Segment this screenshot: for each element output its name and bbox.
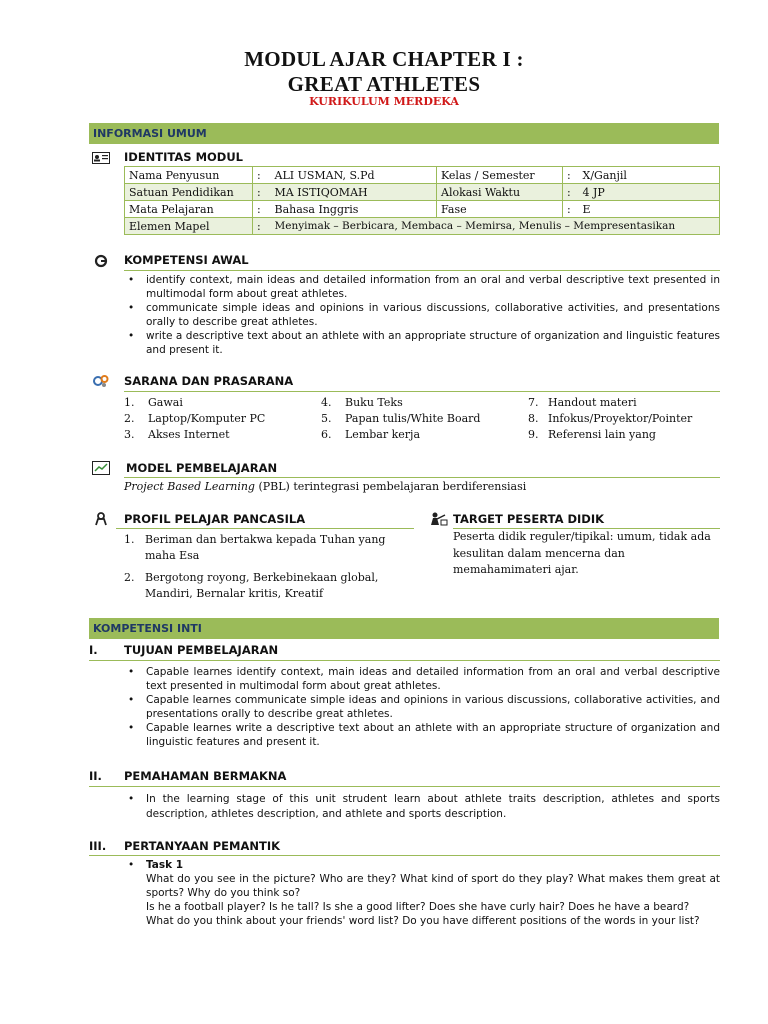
list-item: • Capable learnes communicate simple ideas and opinions in various discussions, collaborative activities, and presentations orally to describe great athletes. bbox=[124, 693, 720, 721]
tujuan-number: I. bbox=[89, 643, 98, 657]
cell-value: X/Ganjil bbox=[579, 167, 720, 184]
cell-value: Bahasa Inggris bbox=[271, 201, 437, 218]
divider bbox=[124, 477, 720, 478]
list-item: 2. Laptop/Komputer PC bbox=[124, 412, 266, 425]
question-line: Is he a football player? Is he tall? Is she a good lifter? Does she have curly hair? Does he have a beard? bbox=[146, 901, 690, 913]
pemahaman-heading: PEMAHAMAN BERMAKNA bbox=[124, 769, 287, 783]
list-item bbox=[124, 858, 720, 928]
title-line-1: MODUL AJAR CHAPTER I : bbox=[244, 47, 524, 71]
model-heading: MODEL PEMBELAJARAN bbox=[126, 461, 278, 475]
sarana-col-1 bbox=[124, 395, 314, 443]
pertanyaan-list bbox=[124, 858, 720, 928]
list-item: • identify context, main ideas and detailed information from an oral and verbal descriptive text presented in multimodal form about great athletes. bbox=[124, 273, 720, 301]
table-row bbox=[125, 201, 720, 218]
cell-sep: : bbox=[563, 167, 579, 184]
kompetensi-awal-list bbox=[124, 273, 720, 357]
kompetensi-inti-bar: KOMPETENSI INTI bbox=[89, 618, 719, 639]
cell-sep: : bbox=[253, 184, 271, 201]
profil-heading: PROFIL PELAJAR PANCASILA bbox=[124, 512, 306, 526]
kompetensi-awal-heading: KOMPETENSI AWAL bbox=[124, 253, 249, 267]
title-line-2: GREAT ATHLETES bbox=[287, 72, 481, 96]
pertanyaan-heading: PERTANYAAN PEMANTIK bbox=[124, 839, 281, 853]
table-row bbox=[125, 184, 720, 201]
task-label: • Task 1 bbox=[146, 859, 184, 871]
list-item: 4. Buku Teks bbox=[321, 396, 403, 409]
sarana-col-3 bbox=[528, 395, 720, 443]
cell-value: ALI USMAN, S.Pd bbox=[271, 167, 437, 184]
list-item: • In the learning stage of this unit strudent learn about athlete traits description, athletes and sports description, athletes description, and athlete and sports description. bbox=[124, 792, 720, 822]
cell-key: Alokasi Waktu bbox=[437, 184, 563, 201]
tujuan-heading: TUJUAN PEMBELAJARAN bbox=[124, 643, 279, 657]
divider bbox=[89, 660, 720, 661]
model-text: Project Based Learning (PBL) terintegrasi pembelajaran berdiferensiasi bbox=[124, 480, 527, 493]
cell-sep: : bbox=[563, 184, 579, 201]
pertanyaan-number: III. bbox=[89, 839, 107, 853]
question-line: What do you see in the picture? Who are they? What kind of sport do they play? What makes them great at sports? Why do you think so? bbox=[146, 873, 720, 899]
person-icon bbox=[92, 512, 110, 526]
profil-list bbox=[124, 532, 408, 602]
target-text: Peserta didik reguler/tipikal: umum, tidak ada kesulitan dalam mencerna dan memahamimateri ajar. bbox=[453, 530, 711, 576]
informasi-umum-bar: INFORMASI UMUM bbox=[89, 123, 719, 144]
list-item: 6. Lembar kerja bbox=[321, 428, 421, 441]
table-row bbox=[125, 167, 720, 184]
sarana-col-2 bbox=[321, 395, 521, 443]
cell-value: E bbox=[579, 201, 720, 218]
cell-value: 4 JP bbox=[579, 184, 720, 201]
question-line: What do you think about your friends' word list? Do you have different positions of the words in your list? bbox=[146, 915, 700, 927]
identitas-table bbox=[124, 166, 720, 235]
cell-key: Fase bbox=[437, 201, 563, 218]
list-item: 8. Infokus/Proyektor/Pointer bbox=[528, 412, 693, 425]
cell-sep: : bbox=[253, 218, 271, 235]
cell-sep: : bbox=[563, 201, 579, 218]
tujuan-list bbox=[124, 665, 720, 749]
list-item: • write a descriptive text about an athlete with an appropriate structure of organization and linguistic features and present it. bbox=[124, 329, 720, 357]
subtitle: KURIKULUM MERDEKA bbox=[309, 95, 459, 108]
list-item: • Capable learnes identify context, main ideas and detailed information from an oral and verbal descriptive text presented in multimodal form about great athletes. bbox=[124, 665, 720, 693]
identitas-heading: IDENTITAS MODUL bbox=[124, 150, 243, 164]
teacher-icon bbox=[430, 512, 448, 526]
pemahaman-number: II. bbox=[89, 769, 102, 783]
id-card-icon bbox=[92, 151, 110, 165]
cell-key: Elemen Mapel bbox=[125, 218, 253, 235]
pemahaman-list bbox=[124, 792, 720, 822]
cell-sep: : bbox=[253, 201, 271, 218]
divider bbox=[116, 528, 414, 529]
sarana-heading: SARANA DAN PRASARANA bbox=[124, 374, 294, 388]
divider bbox=[89, 855, 720, 856]
cell-sep: : bbox=[253, 167, 271, 184]
table-row bbox=[125, 218, 720, 235]
cell-value: MA ISTIQOMAH bbox=[271, 184, 437, 201]
cell-key: Kelas / Semester bbox=[437, 167, 563, 184]
divider bbox=[124, 270, 720, 271]
list-item: 7. Handout materi bbox=[528, 396, 637, 409]
list-item: 2. Bergotong royong, Berkebinekaan global, Mandiri, Bernalar kritis, Kreatif bbox=[124, 571, 379, 600]
list-item: 3. Akses Internet bbox=[124, 428, 230, 441]
cell-key: Mata Pelajaran bbox=[125, 201, 253, 218]
list-item: 9. Referensi lain yang bbox=[528, 428, 656, 441]
cell-value: Menyimak – Berbicara, Membaca – Memirsa, Menulis – Mempresentasikan bbox=[271, 218, 720, 235]
list-item: 5. Papan tulis/White Board bbox=[321, 412, 481, 425]
cell-key: Nama Penyusun bbox=[125, 167, 253, 184]
target-heading: TARGET PESERTA DIDIK bbox=[453, 512, 605, 526]
list-item: • communicate simple ideas and opinions in various discussions, collaborative activities, and presentations orally to describe great athletes. bbox=[124, 301, 720, 329]
list-item: 1. Beriman dan bertakwa kepada Tuhan yang maha Esa bbox=[124, 533, 386, 562]
divider bbox=[89, 786, 720, 787]
list-item: • Capable learnes write a descriptive text about an athlete with an appropriate structure of organization and linguistic features and present it. bbox=[124, 721, 720, 749]
divider bbox=[124, 391, 720, 392]
list-item: 1. Gawai bbox=[124, 396, 183, 409]
gear-icon bbox=[92, 254, 110, 268]
tools-icon bbox=[92, 374, 110, 388]
cell-key: Satuan Pendidikan bbox=[125, 184, 253, 201]
chart-icon bbox=[92, 461, 110, 475]
